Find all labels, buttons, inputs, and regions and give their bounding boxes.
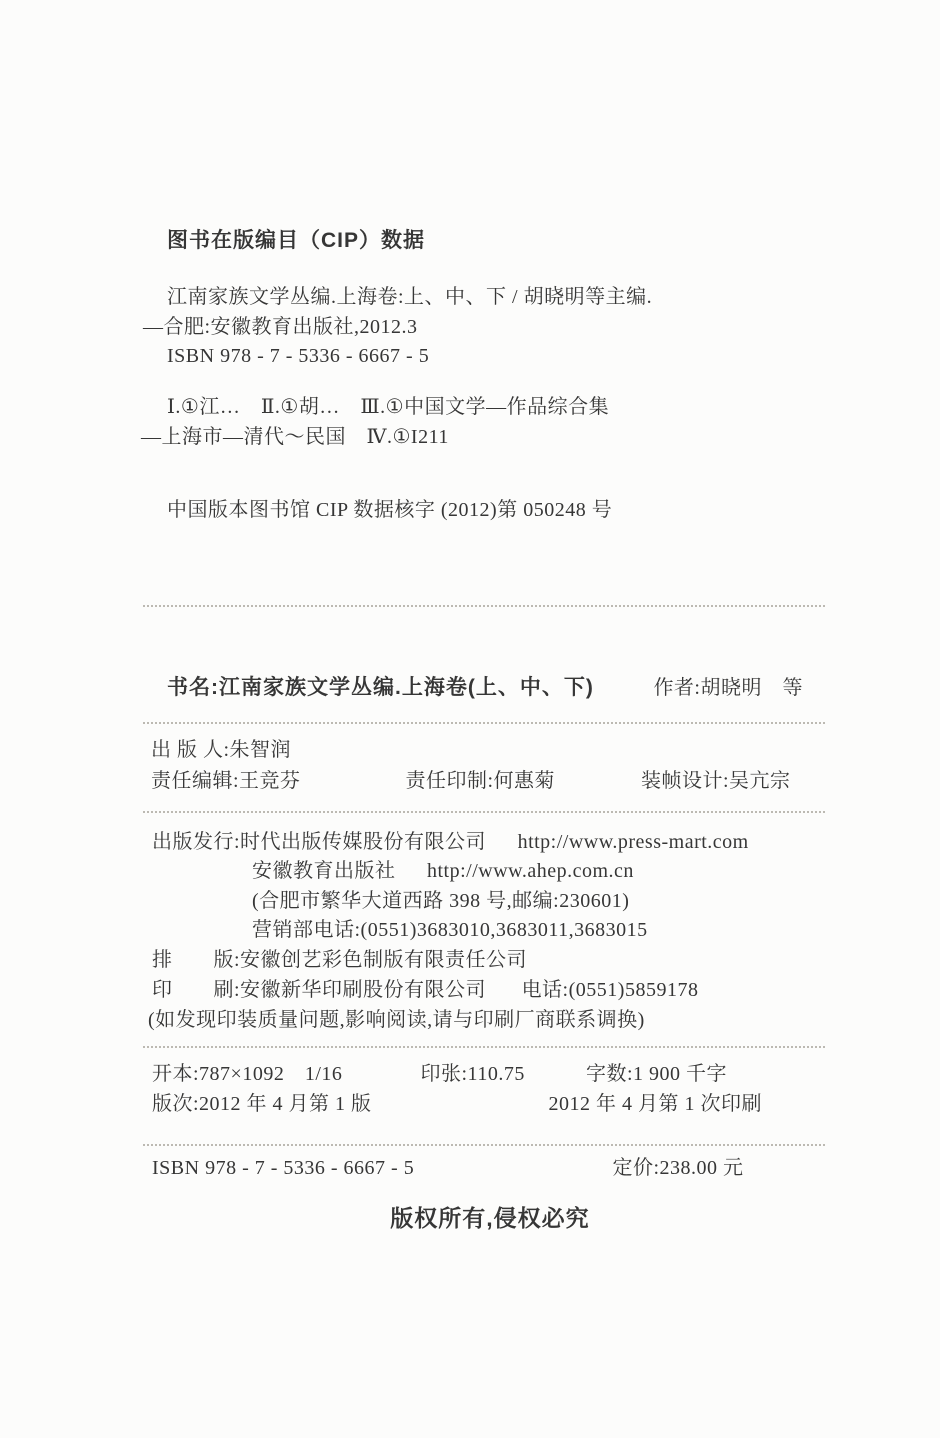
cip-title-line: 江南家族文学丛编.上海卷:上、中、下 / 胡晓明等主编. xyxy=(167,286,653,308)
copyright-notice: 版权所有,侵权必究 xyxy=(390,1205,590,1231)
isbn: ISBN 978 - 7 - 5336 - 6667 - 5 xyxy=(152,1157,415,1179)
book-format: 开本:787×1092 1/16 xyxy=(152,1063,343,1085)
dotted-divider xyxy=(143,1046,825,1048)
binding-designer: 装帧设计:吴亢宗 xyxy=(641,770,791,792)
typesetting-company: 排 版:安徽创艺彩色制版有限责任公司 xyxy=(152,949,528,971)
spec-row-1 xyxy=(152,1061,727,1087)
printed-sheets: 印张:110.75 xyxy=(420,1063,525,1085)
impression: 2012 年 4 月第 1 次印刷 xyxy=(548,1093,762,1115)
dotted-divider xyxy=(143,1144,825,1146)
printing-row xyxy=(152,977,698,1003)
press-url: http://www.ahep.com.cn xyxy=(427,860,634,882)
dotted-divider xyxy=(143,722,825,724)
book-title: 书名:江南家族文学丛编.上海卷(上、中、下) xyxy=(167,676,594,699)
cip-isbn-line: ISBN 978 - 7 - 5336 - 6667 - 5 xyxy=(167,345,430,367)
edition: 版次:2012 年 4 月第 1 版 xyxy=(152,1093,372,1115)
print-supervisor: 责任印制:何惠菊 xyxy=(405,770,556,792)
cip-classification-line-1: Ⅰ.①江… Ⅱ.①胡… Ⅲ.①中国文学—作品综合集 xyxy=(167,396,610,418)
cip-record-number: 中国版本图书馆 CIP 数据核字 (2012)第 050248 号 xyxy=(167,499,613,521)
distributor: 出版发行:时代出版传媒股份有限公司 xyxy=(152,831,487,853)
word-count: 字数:1 900 千字 xyxy=(586,1063,728,1085)
press-name: 安徽教育出版社 xyxy=(252,860,396,882)
printing-company: 印 刷:安徽新华印刷股份有限公司 xyxy=(152,979,487,1001)
staff-row xyxy=(151,768,791,794)
spec-row-2 xyxy=(152,1091,762,1117)
responsible-editor: 责任编辑:王竞芬 xyxy=(151,770,301,792)
book-author: 作者:胡晓明 等 xyxy=(653,677,803,699)
cip-classification-line-2: —上海市—清代～民国 Ⅳ.①I211 xyxy=(141,426,449,448)
quality-notice: (如发现印装质量问题,影响阅读,请与印刷厂商联系调换) xyxy=(148,1009,645,1031)
distributor-url: http://www.press-mart.com xyxy=(517,831,749,853)
press-address: (合肥市繁华大道西路 398 号,邮编:230601) xyxy=(252,890,630,912)
sales-phone: 营销部电话:(0551)3683010,3683011,3683015 xyxy=(252,919,648,941)
price: 定价:238.00 元 xyxy=(612,1157,744,1179)
press-row xyxy=(252,858,634,884)
publisher-person: 出 版 人:朱智润 xyxy=(151,739,292,761)
cip-publisher-line: —合肥:安徽教育出版社,2012.3 xyxy=(143,316,418,338)
title-row xyxy=(167,675,825,701)
isbn-price-row xyxy=(152,1155,744,1181)
dotted-divider xyxy=(143,605,825,607)
dotted-divider xyxy=(143,811,825,813)
distributor-row xyxy=(152,829,749,855)
printing-phone: 电话:(0551)5859178 xyxy=(521,979,699,1001)
cip-header: 图书在版编目（CIP）数据 xyxy=(167,229,426,252)
